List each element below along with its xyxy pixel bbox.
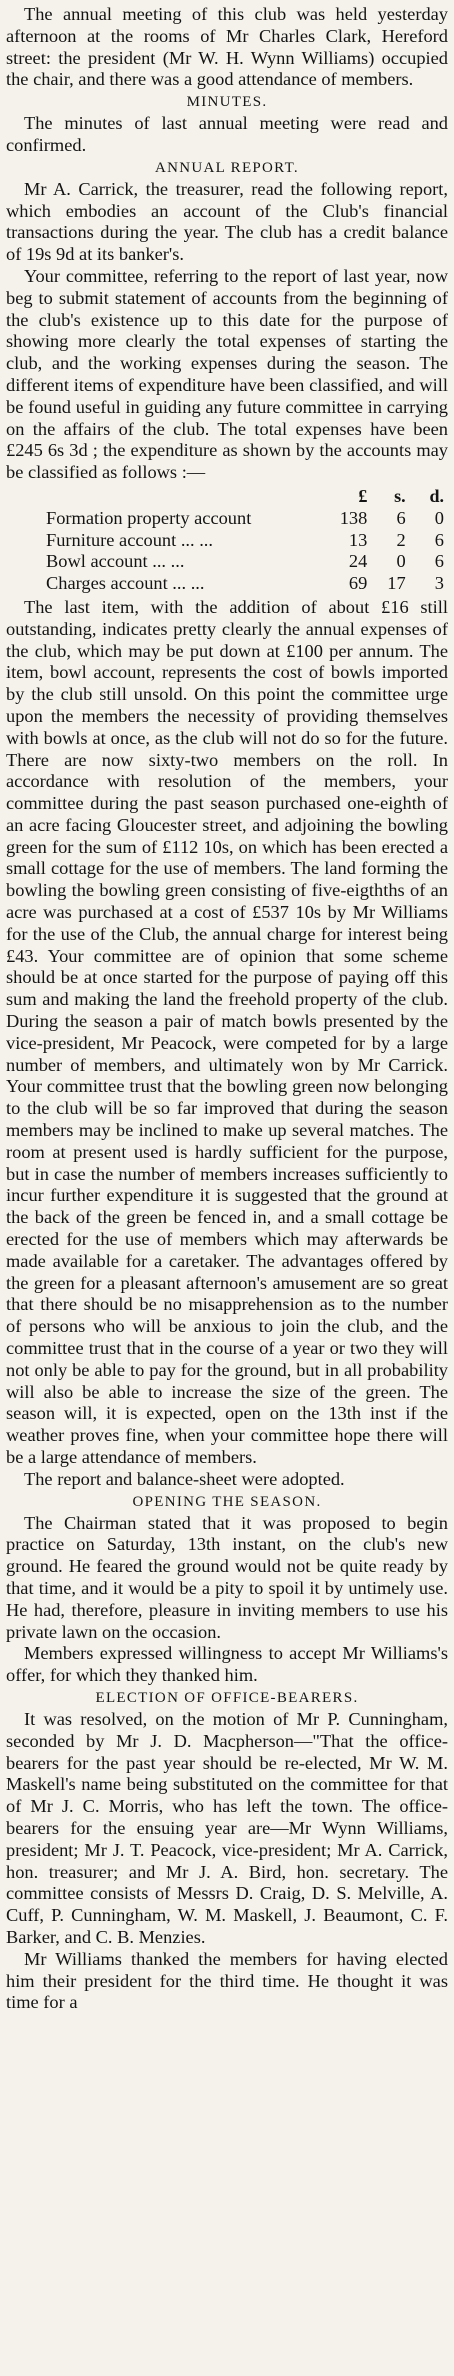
account-pounds: 69: [348, 573, 368, 594]
report-adopted-paragraph: The report and balance-sheet were adopted.: [24, 1468, 345, 1489]
article-column: [6, 4, 448, 2014]
account-item: Furniture account ... ...: [46, 529, 214, 550]
account-shillings: 6: [396, 507, 406, 528]
closing-paragraph: Mr Williams thanked the members for having elected him their president for the third time. He thought it was time for a: [6, 1948, 448, 2013]
election-paragraph: It was resolved, on the motion of Mr P. Cunningham, seconded by Mr J. D. Macpherson—"That the office-bearers for the past year should be re-elected, Mr W. M. Maskell's name being substituted on the committee for that of Mr J. C. Morris, who has left the town. The office-bearers for the ensuing year are—Mr Wynn Williams, president; Mr J. T. Peacock, vice-president; Mr A. Carrick, hon. treasurer; and Mr J. A. Bird, hon. secretary. The committee consists of Messrs D. Craig, D. S. Melville, A. Cuff, P. Cunningham, W. M. Maskell, J. Beaumont, C. F. Barker, and C. B. Menzies.: [6, 1708, 448, 1947]
accounts-row: [6, 508, 448, 530]
season-response-paragraph: Members expressed willingness to accept Mr Williams's offer, for which they thanked him.: [6, 1643, 448, 1686]
accounts-table: [6, 486, 448, 595]
account-pounds: 13: [348, 529, 368, 550]
shillings-header: s.: [394, 485, 406, 506]
account-pence: 6: [434, 551, 444, 572]
accounts-row: [6, 530, 448, 552]
account-shillings: 2: [396, 529, 406, 550]
report-intro-paragraph: Mr A. Carrick, the treasurer, read the following report, which embodies an account of the Club's financial transactions during the year. The club has a credit balance of 19s 9d at its banker's.: [6, 178, 448, 265]
account-pence: 6: [434, 529, 444, 550]
accounts-header-row: [6, 486, 448, 508]
minutes-heading: MINUTES.: [186, 94, 268, 111]
account-pence: 0: [434, 507, 444, 528]
pence-header: d.: [429, 485, 444, 506]
account-pence: 3: [434, 573, 444, 594]
opening-season-heading: OPENING THE SEASON.: [132, 1493, 322, 1510]
report-continued-paragraph: The last item, with the addition of about £16 still outstanding, indicates pretty clearly the annual expenses of the club, which may be put down at £100 per annum. The item, bowl account, represents the cost of bowls imported by the club still unsold. On this point the committee urge upon the members the necessity of providing themselves with bowls at once, as the club will not do so for the future. There are now sixty-two members on the roll. In accordance with resolution of the members, your committee during the past season purchased one-eighth of an acre facing Gloucester street, and adjoining the bowling green for the sum of £112 10s, on which has been erected a small cottage for the use of members. The land forming the bowling the bowling green consisting of five-eigthths of an acre was purchased at a cost of £537 10s by Mr Williams for the use of the Club, the annual charge for interest being £43. Your committee are of opinion that some scheme should be at once started for the purpose of paying off this sum and making the land the freehold property of the club. During the season a pair of match bowls presented by the vice-president, Mr Peacock, were competed for by a large number of members, and ultimately won by Mr Carrick. Your committee trust that the bowling green now belonging to the club will be so far improved that during the season members may be inclined to make up several matches. The room at present used is hardly sufficient for the purpose, but in case the number of members increases sufficiently to incur further expenditure it is suggested that the ground at the back of the green be fenced in, and a small cottage be erected for the use of members which may afterwards be made available for a caretaker. The advantages offered by the green for a pleasant afternoon's amusement are so great that there should be no misapprehension as to the number of persons who will be anxious to join the club, and the committee trust that in the course of a year or two they will not only be able to pay for the ground, but in all probability will also be able to increase the size of the green. The season will, it is expected, open on the 13th inst if the weather proves fine, when your committee hope there will be a large attendance of members.: [6, 596, 448, 1467]
account-pounds: 138: [339, 507, 368, 528]
annual-report-heading: ANNUAL REPORT.: [155, 159, 299, 176]
accounts-row: [6, 573, 448, 595]
minutes-paragraph: The minutes of last annual meeting were read and confirmed.: [6, 113, 448, 155]
account-shillings: 0: [396, 551, 406, 572]
account-shillings: 17: [387, 573, 406, 594]
intro-paragraph: The annual meeting of this club was held yesterday afternoon at the rooms of Mr Charles Clark, Hereford street: the president (Mr W. H. Wynn Williams) occupied the chair, and there was a good attendance of members.: [6, 4, 448, 90]
account-pounds: 24: [348, 551, 368, 572]
account-item: Formation property account: [46, 507, 252, 528]
accounts-row: [6, 551, 448, 573]
account-item: Charges account ... ...: [46, 573, 205, 594]
season-paragraph: The Chairman stated that it was proposed to begin practice on Saturday, 13th instant, on the club's new ground. He feared the ground would not be quite ready by that time, and it would be a pity to spoil it by untimely use. He had, therefore, pleasure in inviting members to use his private lawn on the occasion.: [6, 1512, 448, 1642]
election-heading: ELECTION OF OFFICE-BEARERS.: [95, 1689, 359, 1706]
account-item: Bowl account ... ...: [46, 551, 185, 572]
pounds-header: £: [358, 485, 368, 506]
report-body-paragraph: Your committee, referring to the report of last year, now beg to submit statement of accounts from the beginning of the club's existence up to this date for the purpose of showing more clearly the total expenses of starting the club, and the working expenses during the season. The different items of expenditure have been classified, and will be found useful in guiding any future committee in carrying on the affairs of the club. The total expenses have been £245 6s 3d ; the expenditure as shown by the accounts may be classified as follows :—: [6, 265, 448, 483]
